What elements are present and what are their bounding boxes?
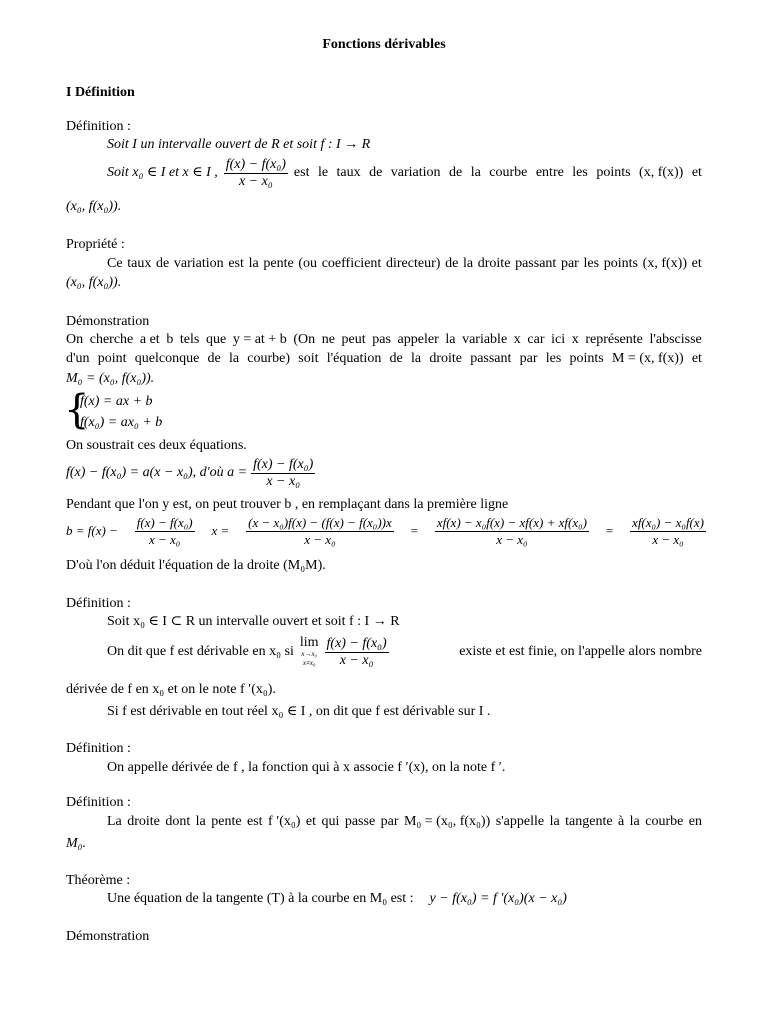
limit-subscript: x≠x₀	[302, 659, 316, 667]
word: passant	[470, 351, 512, 366]
word: pente	[263, 256, 294, 271]
demonstration-line: M₀ = (x₀, f(x₀)).	[66, 371, 155, 386]
definition-line: Soit x₀ ∈ I ⊂ R un intervalle ouvert et soit f : I → R	[107, 614, 400, 629]
definition-line: dérivée de f en x₀ et on le note f ′(x₀).	[66, 682, 276, 697]
equals-sign: =	[605, 523, 614, 538]
demonstration-line: Pendant que l'on y est, on peut trouver b , en remplaçant dans la première ligne	[66, 497, 509, 512]
word: par	[560, 256, 579, 271]
property-line	[107, 255, 702, 273]
word: par	[380, 814, 399, 829]
word: points	[603, 256, 638, 271]
fraction-denominator: x − x₀	[652, 531, 684, 547]
slope-fraction	[251, 457, 315, 490]
word: (On	[293, 332, 316, 347]
word: les	[583, 256, 600, 271]
word: On	[66, 332, 84, 347]
word: ici	[551, 332, 566, 347]
word: variation	[173, 256, 224, 271]
fraction-denominator: x − x₀	[148, 531, 181, 547]
word: ne	[321, 332, 335, 347]
word: directeur)	[385, 256, 441, 271]
theorem-heading: Théorème :	[66, 873, 131, 888]
word: les	[545, 351, 562, 366]
word: la	[228, 351, 240, 366]
word: taux	[336, 165, 361, 180]
word: (x, f(x))	[642, 256, 687, 271]
word: la	[470, 165, 481, 180]
word: courbe)	[247, 351, 291, 366]
word: tangente	[565, 814, 613, 829]
word: est	[247, 814, 263, 829]
demonstration-line	[66, 331, 702, 349]
word: est	[228, 256, 244, 271]
word: quelconque	[134, 351, 200, 366]
definition-line: Si f est dérivable en tout réel x₀ ∈ I , on dit que f est dérivable sur I .	[107, 704, 491, 719]
word: x	[513, 332, 521, 347]
tangent-equation: y − f(x₀) = f ′(x₀)(x − x₀)	[429, 891, 567, 906]
word: représente	[585, 332, 643, 347]
equation-text: b = f(x) −	[66, 523, 118, 538]
demonstration-heading: Démonstration	[66, 929, 150, 944]
definition-line: M₀.	[66, 836, 87, 851]
word: passe	[344, 814, 376, 829]
word: taux	[127, 256, 152, 271]
word: de	[207, 351, 221, 366]
word: points	[569, 351, 604, 366]
word: x	[571, 332, 579, 347]
demonstration-heading: Démonstration	[66, 314, 150, 329]
word: points	[596, 165, 631, 180]
word: de	[445, 256, 459, 271]
intercept-fraction	[246, 515, 394, 548]
definition-heading: Définition :	[66, 596, 131, 611]
theorem-text: Une équation de la tangente (T) à la courbe en M₀ est :	[107, 891, 414, 906]
equals-sign: =	[410, 523, 418, 538]
fraction-denominator: x − x₀	[496, 531, 528, 547]
equation-text: f(x) − f(x₀) = a(x − x₀), d'où a =	[66, 465, 248, 480]
word: peut	[341, 332, 366, 347]
system-equation: f(x₀) = ax₀ + b	[80, 415, 163, 430]
intercept-equation	[66, 514, 706, 548]
fraction-denominator: x − x₀	[266, 473, 301, 489]
word: la	[629, 814, 640, 829]
word: tels	[179, 332, 200, 347]
limit-operator	[300, 636, 319, 668]
definition-rate-line	[107, 156, 702, 190]
property-line: (x₀, f(x₀)).	[66, 275, 122, 290]
fraction-numerator: xf(x₀) − x₀f(x)	[632, 514, 704, 530]
theorem-line	[107, 890, 567, 908]
word: M₀ = (x₀, f(x₀))	[403, 814, 491, 829]
fraction-numerator: f(x) − f(x₀)	[136, 514, 193, 530]
word: passant	[515, 256, 557, 271]
definition-heading: Définition :	[66, 795, 131, 810]
word: de	[389, 351, 403, 366]
word: les	[572, 165, 588, 180]
word: a et	[139, 332, 160, 347]
intercept-fraction	[630, 515, 706, 548]
word: en	[688, 814, 702, 829]
property-heading: Propriété :	[66, 237, 125, 252]
intercept-fraction	[135, 515, 195, 548]
limit-subscript: x→x₀	[301, 650, 317, 658]
word: appeler	[397, 332, 439, 347]
word: y = at + b	[232, 332, 287, 347]
demonstration-line: On soustrait ces deux équations.	[66, 438, 247, 453]
word: de	[369, 165, 383, 180]
word: s'appelle	[495, 814, 545, 829]
word: d'un	[66, 351, 90, 366]
word: à	[618, 814, 625, 829]
word: par	[519, 351, 538, 366]
word: l'abscisse	[649, 332, 702, 347]
definition-heading: Définition :	[66, 741, 131, 756]
word: entre	[535, 165, 564, 180]
word: Ce	[107, 256, 123, 271]
word: variable	[462, 332, 508, 347]
definition-line	[107, 813, 702, 831]
derivative-definition-line	[107, 632, 702, 672]
word: droite	[127, 814, 160, 829]
word: de	[449, 165, 463, 180]
demonstration-line	[66, 350, 702, 368]
fraction-numerator: f(x) − f(x₀)	[326, 635, 387, 651]
word: le	[317, 165, 329, 180]
word: cherche	[89, 332, 134, 347]
page-title: Fonctions dérivables	[322, 37, 446, 52]
word: f ′(x₀)	[268, 814, 301, 829]
demonstration-line: D'où l'on déduit l'équation de la droite (M₀M).	[66, 558, 326, 573]
limit-fraction	[325, 636, 389, 669]
equation-text: x =	[211, 523, 230, 538]
word: (ou	[298, 256, 318, 271]
definition-heading: Définition :	[66, 119, 131, 134]
word: soit	[298, 351, 319, 366]
word: la	[248, 256, 259, 271]
word: et	[305, 814, 317, 829]
word: b	[166, 332, 174, 347]
word: point	[97, 351, 127, 366]
word: variation	[390, 165, 441, 180]
word: pas	[372, 332, 391, 347]
definition-line: (x₀, f(x₀)).	[66, 199, 122, 214]
word: La	[107, 814, 122, 829]
word: l'équation	[326, 351, 382, 366]
fraction-denominator: x − x₀	[238, 173, 273, 189]
word: est	[293, 165, 310, 180]
definition-text-justified	[294, 156, 702, 190]
word: de	[156, 256, 170, 271]
fraction-numerator: f(x) − f(x₀)	[253, 456, 314, 472]
intercept-fraction	[435, 515, 589, 548]
definition-text: Soit x₀ ∈ I et x ∈ I ,	[107, 165, 218, 180]
fraction-numerator: (x − x₀)f(x) − (f(x) − f(x₀))x	[248, 514, 392, 530]
fraction-numerator: f(x) − f(x₀)	[225, 156, 286, 172]
fraction-numerator: xf(x) − x₀f(x) − xf(x) + xf(x₀)	[436, 514, 587, 530]
limit-word: lim	[299, 635, 319, 650]
definition-text: existe et est finie, on l'appelle alors nombre	[459, 644, 702, 659]
system-brace: {	[64, 387, 90, 433]
word: la	[195, 814, 206, 829]
section-heading: I Définition	[66, 85, 135, 100]
word: la	[445, 332, 456, 347]
word: car	[527, 332, 545, 347]
definition-text: On dit que f est dérivable en x₀ si	[107, 644, 294, 659]
word: qui	[321, 814, 340, 829]
definition-line: Soit I un intervalle ouvert de R et soit f : I → R	[107, 137, 371, 152]
word: (x, f(x))	[639, 165, 684, 180]
word: et	[691, 256, 702, 271]
word: que	[205, 332, 227, 347]
word: droite	[429, 351, 462, 366]
word: la	[549, 814, 560, 829]
word: courbe	[489, 165, 528, 180]
definition-line: On appelle dérivée de f , la fonction qui à x associe f ′(x), on la note f ′.	[107, 760, 506, 775]
fraction-denominator: x − x₀	[304, 531, 336, 547]
word: et	[691, 165, 702, 180]
rate-fraction	[224, 157, 288, 190]
fraction-denominator: x − x₀	[339, 652, 374, 668]
word: dont	[165, 814, 191, 829]
word: la	[410, 351, 422, 366]
word: coefficient	[321, 256, 382, 271]
word: courbe	[645, 814, 684, 829]
system-equation: f(x) = ax + b	[80, 394, 153, 409]
word: droite	[477, 256, 511, 271]
word: la	[462, 256, 474, 271]
word: pente	[211, 814, 242, 829]
slope-equation	[66, 456, 315, 490]
word: M = (x, f(x))	[611, 351, 684, 366]
word: et	[691, 351, 702, 366]
